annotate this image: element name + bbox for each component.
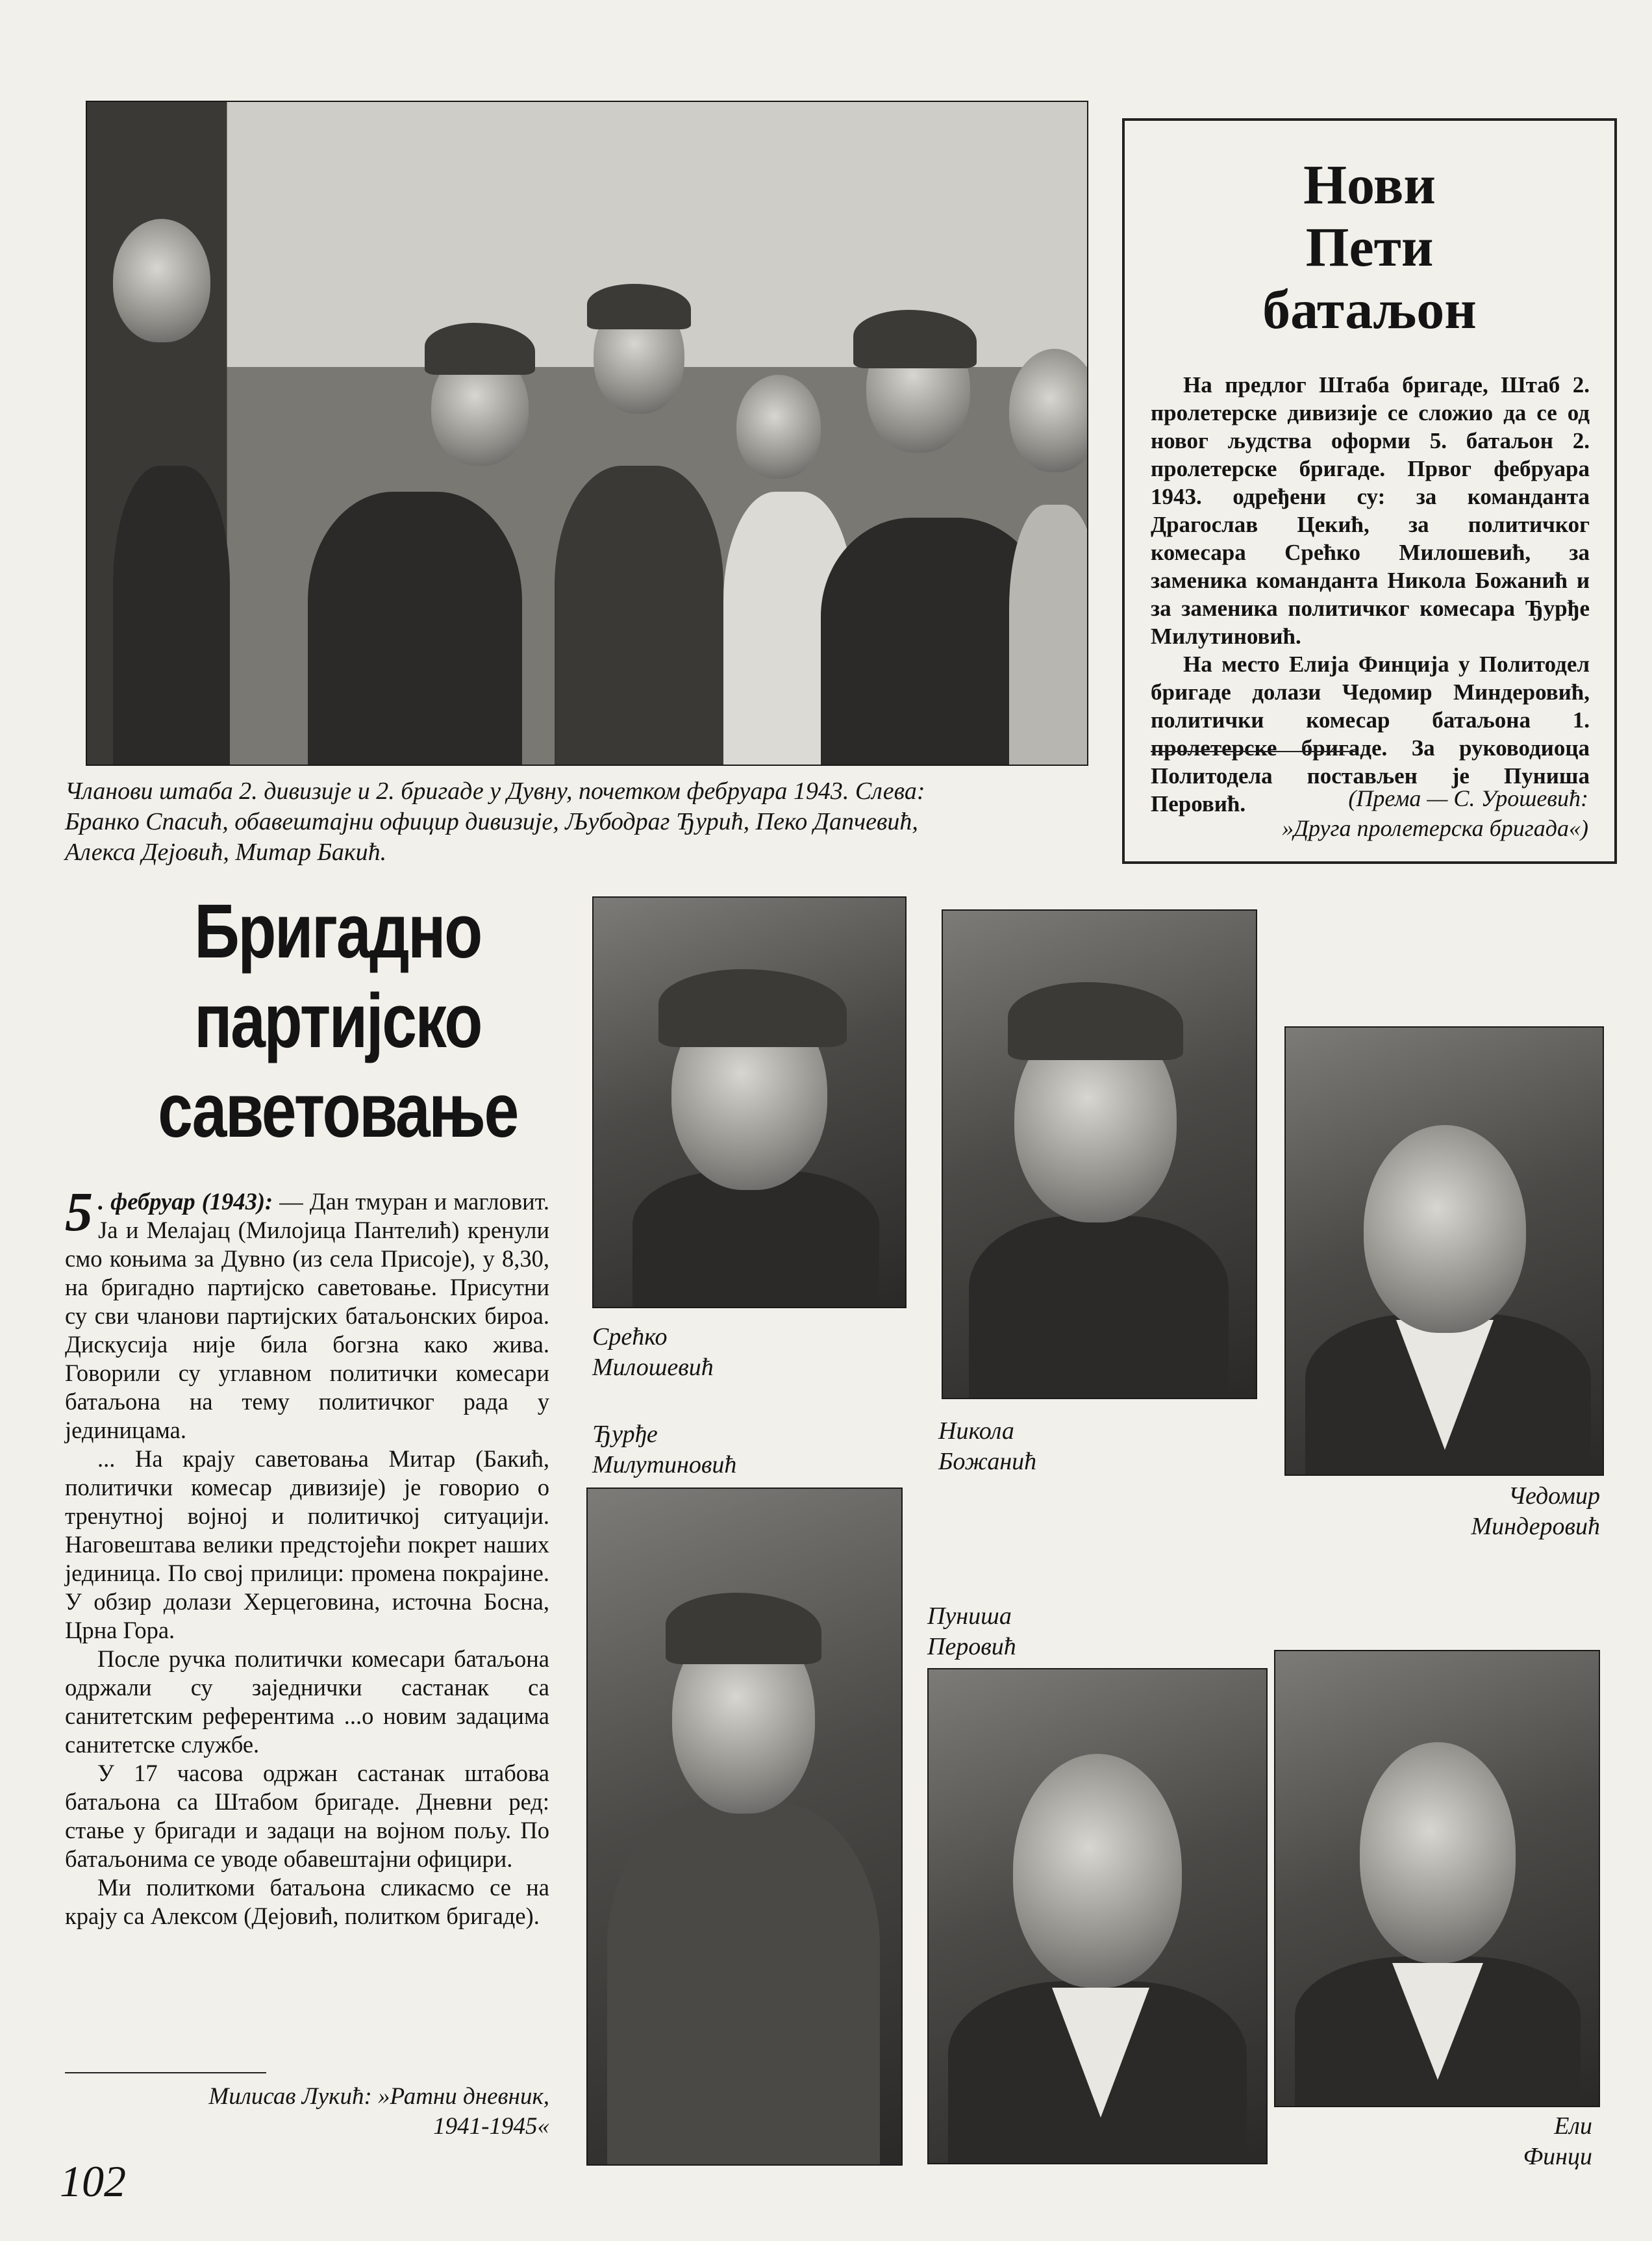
portrait-name-first: Ђурђе <box>592 1421 658 1448</box>
article-paragraph-text: — Дан тмуран и магловит. Ја и Мелајац (Милојица Пантелић) кренули смо коњима за Дувно (из села Присоје), у 8,30, на бригадно партијско саветовање. Присутни су сви чланови партијских батаљонских бироа. Дискусија није била богзна како жива. Говорили су углавном политички комесари батаљона на тему политичког рада у јединицама. <box>65 1188 549 1443</box>
portrait-milutinovic <box>586 1488 903 2166</box>
portrait-name-last: Божанић <box>938 1448 1037 1475</box>
portrait-caption <box>927 1601 1016 1662</box>
article-source-line: 1941-1945« <box>433 2113 549 2140</box>
portrait-name-first: Чедомир <box>1508 1482 1600 1510</box>
photo-caption-line: Чланови штаба 2. дивизије и 2. бригаде у Дувну, почетком фебруара 1943. Слева: <box>65 778 925 805</box>
article-paragraph: ... На крају саветовања Митар (Бакић, политички комесар дивизије) је говорио о тренутној војној и политичкој ситуацији. Наговештава велики предстојећи покрет наших јединица. По свој прилици: промена покрајине. У обзир долази Херцеговина, источна Босна, Црна Гора. <box>65 1445 549 1643</box>
article-source-line: Милисав Лукић: »Ратни дневник, <box>208 2083 549 2110</box>
portrait-caption <box>938 1416 1036 1477</box>
portrait-caption <box>592 1322 714 1383</box>
article-date: . фебруар (1943): <box>98 1188 273 1215</box>
portrait-name-last: Перовић <box>927 1633 1016 1660</box>
sidebar-box <box>1122 118 1617 864</box>
portrait-caption <box>1523 2111 1592 2172</box>
sidebar-title-line: Пети <box>1305 216 1434 278</box>
group-photo <box>86 101 1088 766</box>
portrait-caption <box>1471 1481 1600 1542</box>
sidebar-paragraph: На предлог Штаба бригаде, Штаб 2. пролетерске дивизије се сложио да се од новог људства оформи 5. батаљон 2. пролетерске бригаде. Првог фебруара 1943. одређени су: за команданта Драгослав Цекић, за политичког комесара Срећко Милошевић, за заменика команданта Никола Божанић и за заменика политичког комесара Ђурђе Милутиновић. <box>1151 372 1590 649</box>
portrait-minderovic <box>1284 1026 1604 1476</box>
article-paragraph <box>65 1180 549 1445</box>
portrait-finci <box>1274 1650 1600 2107</box>
article-paragraph: У 17 часова одржан састанак штабова батаљона са Штабом бригаде. Дневни ред: стање у бригади и задаци на војном пољу. По батаљонима се уводе обавештајни официри. <box>65 1760 549 1872</box>
article-source <box>65 2082 549 2142</box>
sidebar-title-line: Нови <box>1303 153 1436 216</box>
article-title-line: Бригадно <box>194 889 481 974</box>
article-paragraph: Ми политкоми батаљона сликасмо се на крају са Алексом (Дејовић, политком бригаде). <box>65 1874 549 1929</box>
portrait-name-first: Срећко <box>592 1323 668 1350</box>
photo-caption-line: Алекса Дејовић, Митар Бакић. <box>65 839 387 866</box>
portrait-name-last: Миндеровић <box>1471 1513 1600 1540</box>
sidebar-divider <box>1151 751 1358 752</box>
portrait-name-first: Никола <box>938 1417 1014 1445</box>
sidebar-paragraph: На место Елија Финција у Политодел бригаде долази Чедомир Миндеровић, политички комесар батаљона 1. пролетерске бригаде. За руководиоца Политодела постављен је Пуниша Перовић. <box>1151 652 1590 817</box>
dropcap: 5 <box>65 1180 93 1243</box>
page-number: 102 <box>60 2157 126 2206</box>
portrait-bozanic <box>942 909 1257 1399</box>
article-paragraph: После ручка политички комесари батаљона одржали су заједнички састанак са санитетским референтима ...о новим задацима санитетске службе. <box>65 1645 549 1758</box>
portrait-name-last: Финци <box>1523 2143 1592 2170</box>
sidebar-source-line: (Према — С. Урошевић: <box>1348 785 1588 811</box>
sidebar-title-line: батаљон <box>1262 278 1477 340</box>
portrait-perovic <box>927 1668 1268 2164</box>
portrait-name-first: Ели <box>1554 2112 1592 2140</box>
photo-caption-line: Бранко Спасић, обавештајни официр дивизије, Љубодраг Ђурић, Пеко Дапчевић, <box>65 808 918 835</box>
portrait-name-first: Пуниша <box>927 1602 1012 1630</box>
sidebar-source <box>1282 783 1588 843</box>
article-body <box>65 1180 549 1931</box>
article-title-line: саветовање <box>158 1068 518 1154</box>
article-divider <box>65 2072 266 2073</box>
portrait-milosevic <box>592 896 907 1308</box>
portrait-caption <box>592 1419 736 1480</box>
portrait-name-last: Милутиновић <box>592 1451 737 1478</box>
portrait-name-last: Милошевић <box>592 1354 714 1381</box>
photo-caption <box>65 776 1104 868</box>
article-title-line: партијско <box>194 978 481 1064</box>
sidebar-source-line: »Друга пролетерска бригада«) <box>1282 815 1588 841</box>
